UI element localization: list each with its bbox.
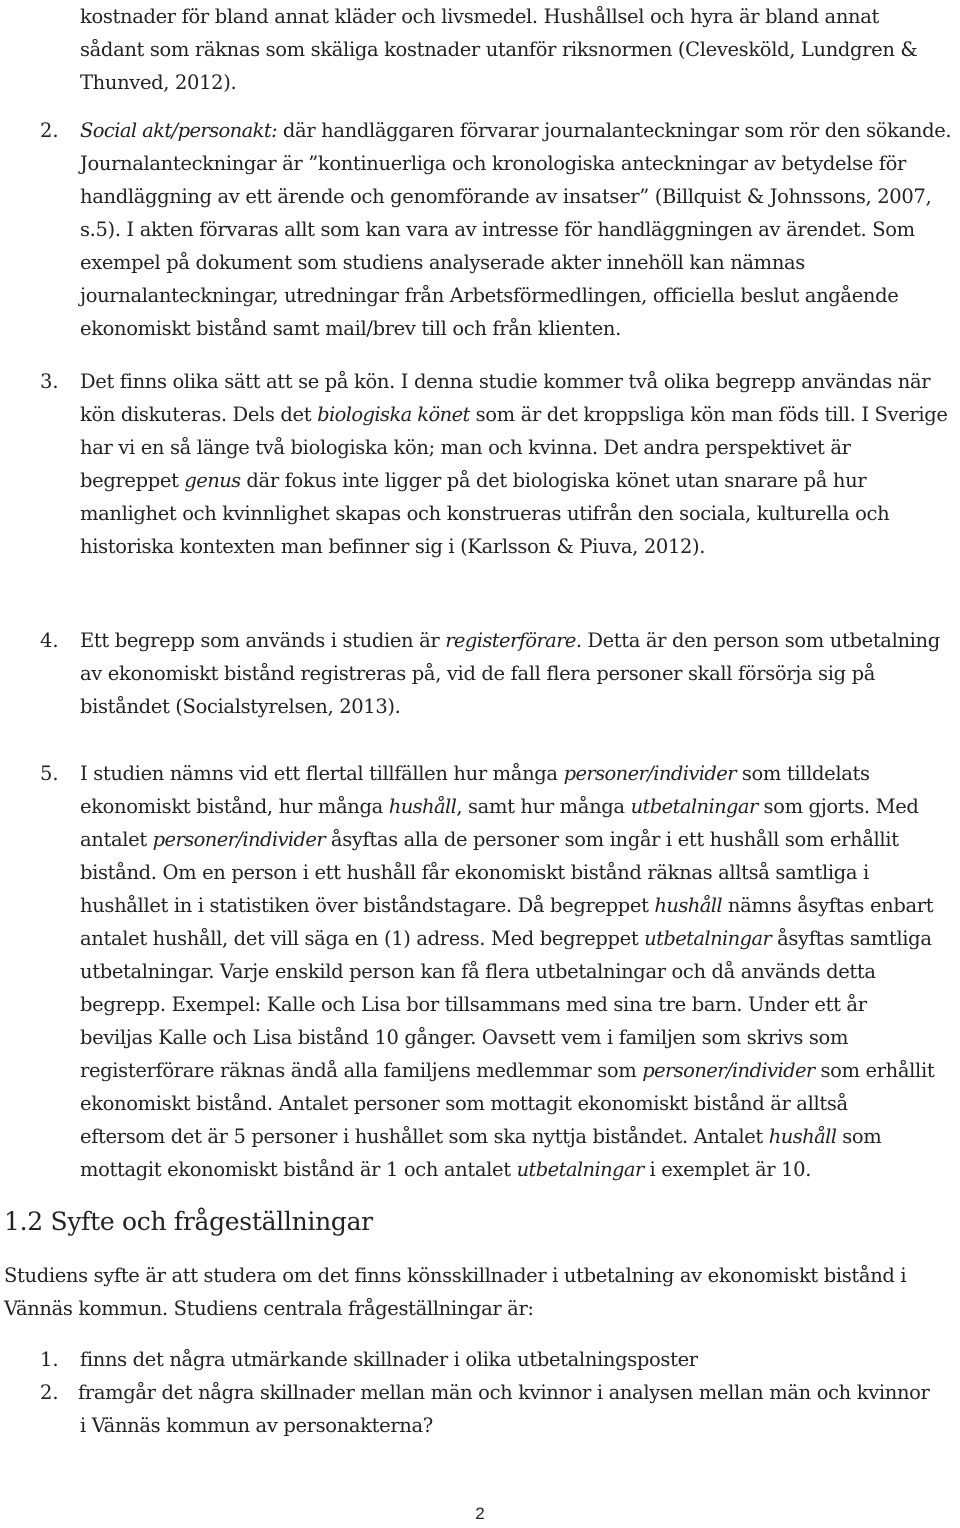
text-run: som är det kroppsliga kön man föds till. I Sverige xyxy=(469,403,948,426)
intro-line: Thunved, 2012). xyxy=(80,71,237,94)
item-line xyxy=(80,1087,848,1120)
question-number: 2. xyxy=(40,1381,59,1404)
item-line xyxy=(80,757,870,790)
item-line xyxy=(80,790,919,823)
italic-term: registerförare. xyxy=(445,629,582,652)
text-run: kön diskuteras. Dels det xyxy=(80,403,318,426)
text-run: begreppet xyxy=(80,469,185,492)
italic-term: utbetalningar xyxy=(516,1158,644,1181)
item-line xyxy=(80,279,898,312)
text-run: historiska kontexten man befinner sig i (Karlsson & Piuva, 2012). xyxy=(80,535,706,558)
item-number: 5. xyxy=(40,762,59,785)
item-line xyxy=(80,823,899,856)
text-run: där fokus inte ligger på det biologiska könet utan snarare på hur xyxy=(240,469,867,492)
text-run: manlighet och kvinnlighet skapas och konstrueras utifrån den sociala, kulturella och xyxy=(80,502,890,525)
item-line xyxy=(80,1021,848,1054)
item-line xyxy=(80,246,805,279)
text-run: som tilldelats xyxy=(735,762,870,785)
italic-term: personer/individer xyxy=(642,1059,815,1082)
italic-term: hushåll xyxy=(768,1125,837,1148)
item-line xyxy=(80,114,951,147)
text-run: beviljas Kalle och Lisa bistånd 10 gånger. Oavsett vem i familjen som skrivs som xyxy=(80,1026,849,1049)
section-paragraph-line: Vännäs kommun. Studiens centrala frågeställningar är: xyxy=(4,1297,534,1320)
item-line xyxy=(80,365,930,398)
item-line xyxy=(80,497,889,530)
question-text: finns det några utmärkande skillnader i olika utbetalningsposter xyxy=(80,1348,698,1371)
text-run: s.5). I akten förvaras allt som kan vara av intresse för handläggningen av ärendet. Som xyxy=(80,218,915,241)
text-run: Detta är den person som utbetalning xyxy=(581,629,940,652)
item-line xyxy=(80,690,401,723)
italic-term: Social akt/personakt: xyxy=(80,119,278,142)
text-run: hushållet in i statistiken över biståndstagare. Då begreppet xyxy=(80,894,655,917)
text-run: I studien nämns vid ett flertal tillfällen hur många xyxy=(80,762,564,785)
text-run: antalet hushåll, det vill säga en (1) adress. Med begreppet xyxy=(80,927,645,950)
italic-term: hushåll xyxy=(654,894,723,917)
text-run: av ekonomiskt bistånd registreras på, vid de fall flera personer skall försörja sig på xyxy=(80,662,875,685)
italic-term: hushåll xyxy=(388,795,457,818)
intro-line: kostnader för bland annat kläder och livsmedel. Hushållsel och hyra är bland annat xyxy=(80,5,880,28)
text-run: eftersom det är 5 personer i hushållet som ska nyttja biståndet. Antalet xyxy=(80,1125,769,1148)
text-run: i exemplet är 10. xyxy=(643,1158,812,1181)
text-run: ekonomiskt bistånd, hur många xyxy=(80,795,389,818)
item-line xyxy=(80,147,906,180)
item-number: 2. xyxy=(40,119,59,142)
italic-term: utbetalningar xyxy=(644,927,772,950)
item-line xyxy=(80,889,933,922)
text-run: Det finns olika sätt att se på kön. I denna studie kommer två olika begrepp användas när xyxy=(80,370,931,393)
item-line xyxy=(80,1120,881,1153)
item-line xyxy=(80,624,940,657)
text-run: begrepp. Exempel: Kalle och Lisa bor tillsammans med sina tre barn. Under ett år xyxy=(80,993,867,1016)
text-run: som xyxy=(836,1125,882,1148)
intro-line: sådant som räknas som skäliga kostnader utanför riksnormen (Clevesköld, Lundgren & xyxy=(80,38,918,61)
text-run: exempel på dokument som studiens analyserade akter innehöll kan nämnas xyxy=(80,251,805,274)
italic-term: personer/individer xyxy=(563,762,736,785)
item-line xyxy=(80,922,932,955)
item-line xyxy=(80,856,869,889)
item-line xyxy=(80,988,867,1021)
text-run: som gjorts. Med xyxy=(757,795,919,818)
item-number: 4. xyxy=(40,629,59,652)
item-number: 3. xyxy=(40,370,59,393)
item-line xyxy=(80,657,875,690)
text-run: biståndet (Socialstyrelsen, 2013). xyxy=(80,695,401,718)
text-run: handläggning av ett ärende och genomförande av insatser” (Billquist & Johnssons, 2007, xyxy=(80,185,932,208)
page-number: 2 xyxy=(475,1504,485,1523)
text-run: antalet xyxy=(80,828,153,851)
italic-term: utbetalningar xyxy=(630,795,758,818)
text-run: har vi en så länge två biologiska kön; man och kvinna. Det andra perspektivet är xyxy=(80,436,851,459)
item-line xyxy=(80,1054,934,1087)
item-line xyxy=(80,1153,811,1186)
italic-term: personer/individer xyxy=(152,828,326,851)
item-line xyxy=(80,398,948,431)
item-line xyxy=(80,312,621,345)
item-line xyxy=(80,213,915,246)
item-line xyxy=(80,530,705,563)
text-run: där handläggaren förvarar journalanteckningar som rör den sökande. xyxy=(277,119,952,142)
text-run: åsyftas samtliga xyxy=(771,927,932,950)
item-line xyxy=(80,955,876,988)
section-heading: 1.2 Syfte och frågeställningar xyxy=(4,1207,373,1236)
text-run: Ett begrepp som används i studien är xyxy=(80,629,446,652)
text-run: registerförare räknas ändå alla familjens medlemmar som xyxy=(80,1059,643,1082)
question-number: 1. xyxy=(40,1348,59,1371)
text-run: åsyftas alla de personer som ingår i ett hushåll som erhållit xyxy=(325,828,899,851)
text-run: nämns åsyftas enbart xyxy=(722,894,934,917)
section-paragraph-line: Studiens syfte är att studera om det finns könsskillnader i utbetalning av ekonomiskt bistånd i xyxy=(4,1264,907,1287)
text-run: ekonomiskt bistånd. Antalet personer som mottagit ekonomiskt bistånd är alltså xyxy=(80,1092,848,1115)
text-run: som erhållit xyxy=(814,1059,935,1082)
text-run: Journalanteckningar är ”kontinuerliga och kronologiska anteckningar av betydelse för xyxy=(80,152,907,175)
question-text: framgår det några skillnader mellan män och kvinnor i analysen mellan män och kvinnor xyxy=(78,1381,930,1404)
text-run: utbetalningar. Varje enskild person kan få flera utbetalningar och då används detta xyxy=(80,960,876,983)
text-run: mottagit ekonomiskt bistånd är 1 och antalet xyxy=(80,1158,517,1181)
text-run: bistånd. Om en person i ett hushåll får ekonomiskt bistånd räknas alltså samtliga i xyxy=(80,861,869,884)
item-line xyxy=(80,431,851,464)
text-run: journalanteckningar, utredningar från Arbetsförmedlingen, officiella beslut angående xyxy=(80,284,899,307)
italic-term: biologiska könet xyxy=(317,403,470,426)
text-run: ekonomiskt bistånd samt mail/brev till och från klienten. xyxy=(80,317,621,340)
text-run: , samt hur många xyxy=(456,795,631,818)
item-line xyxy=(80,464,866,497)
question-text: i Vännäs kommun av personakterna? xyxy=(80,1414,433,1437)
item-line xyxy=(80,180,931,213)
italic-term: genus xyxy=(184,469,241,492)
